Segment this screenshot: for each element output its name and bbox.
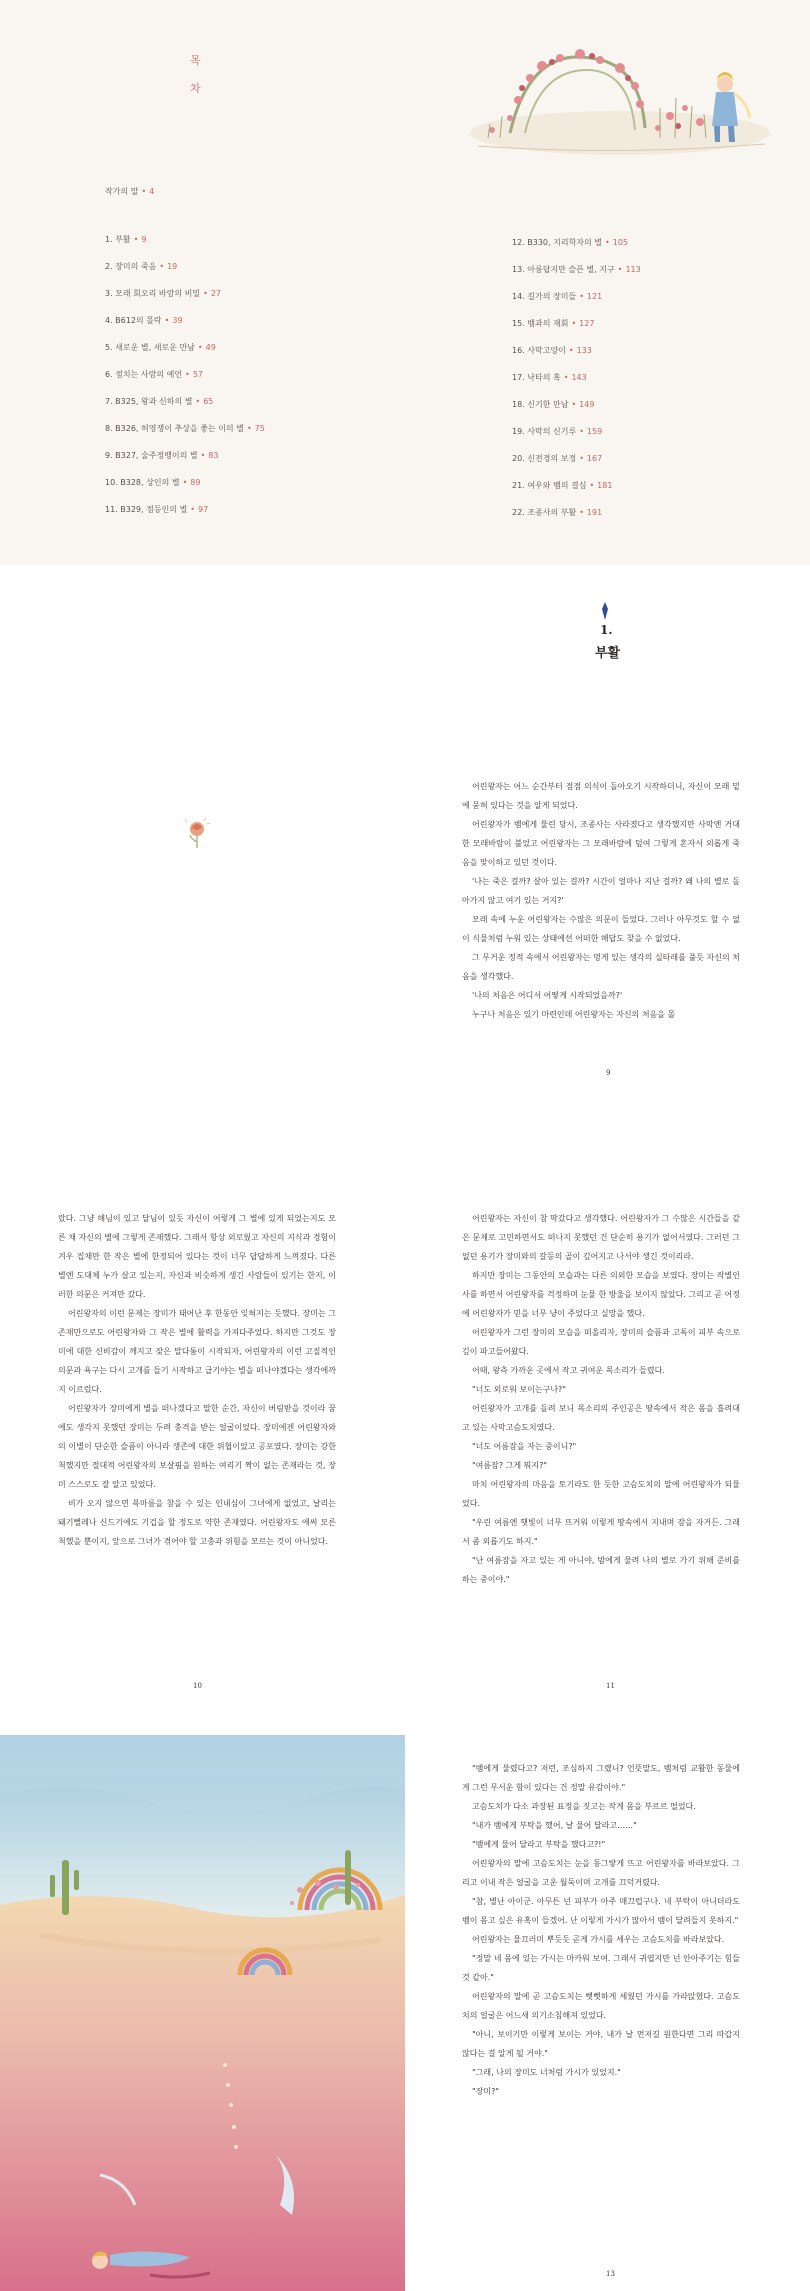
paragraph: 랐다. 그냥 해님이 있고 달님이 있듯 자신이 어렇게 그 별에 있게 되었는지도 모른 채 자신의 별에 그렇게 존재했다. 그래서 항상 외로웠고 자신의 지식과 경험이 겨우 집채만 한 작은 별에 한정되어 있다는 것이 너무 답답하게 느껴졌다. 다른 별엔 도대체 누가 살고 있는지, 자신과 비슷하게 생긴 사람들이 있기는 한지, 이러한 의문은 커져만 갔다. [58, 1214, 336, 1299]
paragraph: 어린왕자의 말에 고슴도치는 눈을 동그랗게 뜨고 어린왕자를 바라보았다. 그리고 이내 작은 얼굴을 고운 월둑이며 고개를 끄덕거렸다. [462, 1859, 740, 1887]
paragraph: '나의 처음은 어디서 어떻게 시작되었을까?' [472, 991, 623, 1000]
paragraph: '나는 죽은 걸까? 살아 있는 걸까? 시간이 얼마나 지난 걸까? 왜 나의 별로 돌아가지 않고 여기 있는 거지?' [462, 877, 740, 905]
toc-item[interactable]: 16. 사막고양이 • 133 [512, 346, 592, 355]
toc-item[interactable]: 11. B329, 점등인의 별 • 97 [105, 505, 209, 514]
toc-item[interactable]: 13. 아름답지만 슬픈 별, 지구 • 113 [512, 265, 641, 274]
paragraph: "아니, 보이기만 이렇게 보이는 거야, 내가 날 먼저길 원한다면 그리 따갑지 않다는 걸 알게 될 거야." [462, 2030, 740, 2058]
toc-item[interactable]: 22. 조종사의 부활 • 191 [512, 508, 603, 517]
toc-item[interactable]: 18. 신기한 만남 • 149 [512, 400, 595, 409]
paragraph: "우린 여름엔 햇빛이 너무 뜨거워 이렇게 땅속에서 지내며 잠을 자거든. 그래서 좀 외롭기도 하지." [462, 1518, 740, 1546]
paragraph: "참, 별난 아이군. 아무튼 넌 피부가 아주 매끄럽구나. 네 부탁이 아니더라도 뱀이 몸고 싶은 유혹이 들겠어. 난 이렇게 가시가 많아서 뱀이 달려들지 못하지." [462, 1897, 740, 1925]
rose-icon [182, 815, 212, 849]
toc-preface-label: 작가의 말 [105, 187, 139, 196]
toc-item[interactable]: 1. 부활 • 9 [105, 235, 147, 244]
paragraph: "여름잠? 그게 뭐지?" [472, 1461, 548, 1470]
paragraph: 어린왕자가 뱀에게 물린 당시, 조종사는 사라졌다고 생각했지만 사막엔 거대한 모래바람이 불었고 어린왕자는 그 모래바람에 덮여 그렇게 혼자서 외롭게 죽음을 맞이하고 있던 것이다. [462, 820, 740, 867]
toc-item[interactable]: 12. B330, 지리학자의 별 • 105 [512, 238, 629, 247]
page-13-body [462, 1759, 740, 2101]
chapter-spread [0, 565, 810, 1155]
rose-garden-illustration [470, 38, 770, 163]
toc-item[interactable]: 9. B327, 술주정뱅이의 별 • 83 [105, 451, 219, 460]
paragraph: "장미?" [472, 2087, 500, 2096]
toc-item[interactable]: 10. B328, 상인의 별 • 89 [105, 478, 201, 487]
toc-preface-page: 4 [149, 187, 155, 196]
toc-item[interactable]: 17. 낙타의 혹 • 143 [512, 373, 587, 382]
toc-item[interactable]: 21. 여우와 뱀의 결심 • 181 [512, 481, 613, 490]
paragraph: 마치 어린왕자의 마음을 토기라도 한 듯한 고슴도치의 말에 어린왕자가 되물었다. [462, 1480, 740, 1508]
paragraph: "내가 뱀에게 부탁을 했어, 날 물어 달라고……" [472, 1821, 637, 1830]
paragraph: "너도 외로워 보이는구나?" [472, 1385, 566, 1394]
paragraph: 어린왕자는 자신이 참 딱갔다고 생각했다. 어린왕자가 그 수많은 시간들을 같은 문제로 고민하면서도 떠나지 못했던 건 단순히 용기가 없어서였다. 그러던 그 없던 용기가 장미와의 갈등의 골이 깊어지고 나서야 생긴 것이리라. [462, 1214, 740, 1261]
toc-preface[interactable]: 작가의 말 • 4 [105, 187, 155, 196]
toc-spread [0, 0, 810, 565]
illustration-spread [0, 1735, 810, 2291]
toc-item[interactable]: 3. 모래 회오리 바람의 비밀 • 27 [105, 289, 221, 298]
paragraph: 어린왕자가 고개를 돌려 보니 목소리의 주인공은 땅속에서 작은 몸을 흘려대고 있는 사막고슴도치였다. [462, 1404, 740, 1432]
paragraph: 누구나 처음은 있기 마련인데 어린왕자는 자신의 처음을 몰 [472, 1010, 676, 1019]
paragraph: "난 여름잠을 자고 있는 게 아니야, 밤에게 물려 나의 별로 가기 위해 준비를 하는 중이야." [462, 1556, 740, 1584]
toc-item[interactable]: 7. B325, 왕과 신하의 별 • 65 [105, 397, 214, 406]
page-number: 10 [193, 1682, 202, 1690]
toc-item[interactable]: 2. 장미의 죽음 • 19 [105, 262, 178, 271]
toc-title-char-1: 목 [190, 54, 203, 67]
paragraph: "뱀에게 물어 달라고 부탁을 했다고?!" [472, 1840, 606, 1849]
toc-item[interactable]: 14. 길가의 장미들 • 121 [512, 292, 603, 301]
toc-item[interactable]: 15. 뱀과의 재회 • 127 [512, 319, 595, 328]
paragraph: 어때, 왕측 가까운 곳에서 작고 귀여운 목소리가 들렸다. [472, 1366, 665, 1375]
paragraph: "그래, 나의 장미도 너처럼 가시가 있었지." [472, 2068, 621, 2077]
toc-title-char-2: 차 [190, 82, 203, 95]
paragraph: "정말 네 몸에 있는 가시는 마카워 보여. 그래서 귀엽지만 넌 안아주기는 힘들 것 같아." [462, 1954, 740, 1982]
chapter-number: 1. [600, 623, 613, 637]
paragraph: "너도 어름잠을 자는 중이니?" [472, 1442, 577, 1451]
paragraph: 하지만 장미는 그동안의 모습과는 다른 의외한 모습을 보였다. 장미는 작별인사를 하면서 어린왕자를 걱정하며 눈물 한 방울을 보이지 않았다. 그리고 곧 어정에 어린왕자가 믿을 너무 냥이 주었다고 실망을 했다. [462, 1271, 740, 1318]
page-11-body [462, 1209, 740, 1589]
toc-item[interactable]: 6. 점치는 사람의 예언 • 57 [105, 370, 203, 379]
paragraph: 고슴도치가 다소 과장된 표정을 짓고는 작게 몸을 부르르 떨었다. [472, 1802, 696, 1811]
page-number: 13 [606, 2270, 615, 2278]
chapter-title: 부활 [595, 646, 621, 661]
paragraph: 어린왕자의 말에 곧 고슴도치는 뻣뻣하게 세웠던 가시를 가라앉혔다. 고슴도치의 얼굴은 어느새 의기소침해져 있었다. [462, 1992, 740, 2020]
toc-item[interactable]: 19. 사막의 신기루 • 159 [512, 427, 603, 436]
paragraph: 모래 속에 누운 어린왕자는 수많은 의문이 들었다. 그러나 아무것도 할 수 없이 식물처럼 누워 있는 상태에선 어떠한 해답도 찾을 수 없었다. [462, 915, 740, 943]
paragraph: "뱀에게 물렸다고? 저런, 조심하지 그랬니? 언뜻말도, 뱀처럼 교활한 동물에게 그런 무서운 함이 있다는 건 정말 유감이야." [462, 1764, 740, 1792]
page-10-body [58, 1209, 336, 1551]
toc-item[interactable]: 20. 신전경의 보정 • 167 [512, 454, 603, 463]
paragraph: 어린왕자는 물끄러미 뿌듯듯 곧게 가시를 세우는 고슴도치를 바라보았다. [472, 1935, 725, 1944]
page-number: 9 [606, 1069, 611, 1077]
paragraph: 어린왕자의 이런 문제는 장미가 태어난 후 한동안 잊혀지는 듯했다. 장미는 그 존재만으로도 어린왕자와 그 작은 별에 활력을 가져다주었다. 하지만 그것도 장미에 대한 신비감이 깨지고 잦은 말다툼이 시작되자, 어린왕자의 이런 고질적인 의문과 욕구는 다시 고개를 들기 시작하고 급기야는 별을 떠나야겠다는 생각에까지 이르렀다. [58, 1309, 336, 1394]
toc-item[interactable]: 4. B612의 몰락 • 39 [105, 316, 183, 325]
paragraph: 비가 오지 않으면 목마름을 참을 수 있는 인내심이 그녀에게 없었고, 날리는 돼기뻘레나 신드기에도 기겁을 할 정도로 약한 존재였다. 어린왕자도 애써 모른 척했을 뿐이지, 앞으로 그녀가 겪어야 할 고충과 위험을 모르는 것이 아니었다. [58, 1499, 336, 1546]
text-spread [0, 1155, 810, 1735]
paragraph: 어린왕자가 장미에게 별을 떠나겠다고 말한 순간, 자신이 버림받을 것이라 꿈에도 생각지 못했던 장미는 두려 충격을 받는 얼굴이었다. 장미에겐 어린왕자와의 이별이 단순한 슬픔이 아니라 생존에 대한 위협이었고 공포였다. 장미는 강한 척했지만 절대적 어린왕자의 보살핌을 원하는 여리기 짝이 없는 존재라는 것, 장미 스스로도 잘 알고 있었다. [58, 1404, 336, 1489]
paragraph: 그 무거운 정적 속에서 어린왕자는 멍게 있는 생각의 실타래를 풀듯 자신의 처음을 생각했다. [462, 953, 740, 981]
toc-item[interactable]: 8. B326, 허영쟁이 추상을 좋는 이의 별 • 75 [105, 424, 265, 433]
paragraph: 어린왕자가 그런 장미의 모습을 떠올리자, 장미의 슬픔과 고독이 피부 속으로 깊이 파고들어왔다. [462, 1328, 740, 1356]
page-number: 11 [606, 1682, 615, 1690]
toc-item[interactable]: 5. 새로운 별, 새로운 만남 • 49 [105, 343, 216, 352]
desert-illustration [0, 1735, 405, 2291]
paragraph: 어린왕자는 어느 순간부터 점점 의식이 돌아오기 시작하더니, 자신이 모래 밑에 묻혀 있다는 것을 알게 되었다. [462, 782, 740, 810]
chapter-ornament-icon [599, 601, 611, 621]
page-9-body [462, 777, 740, 1024]
